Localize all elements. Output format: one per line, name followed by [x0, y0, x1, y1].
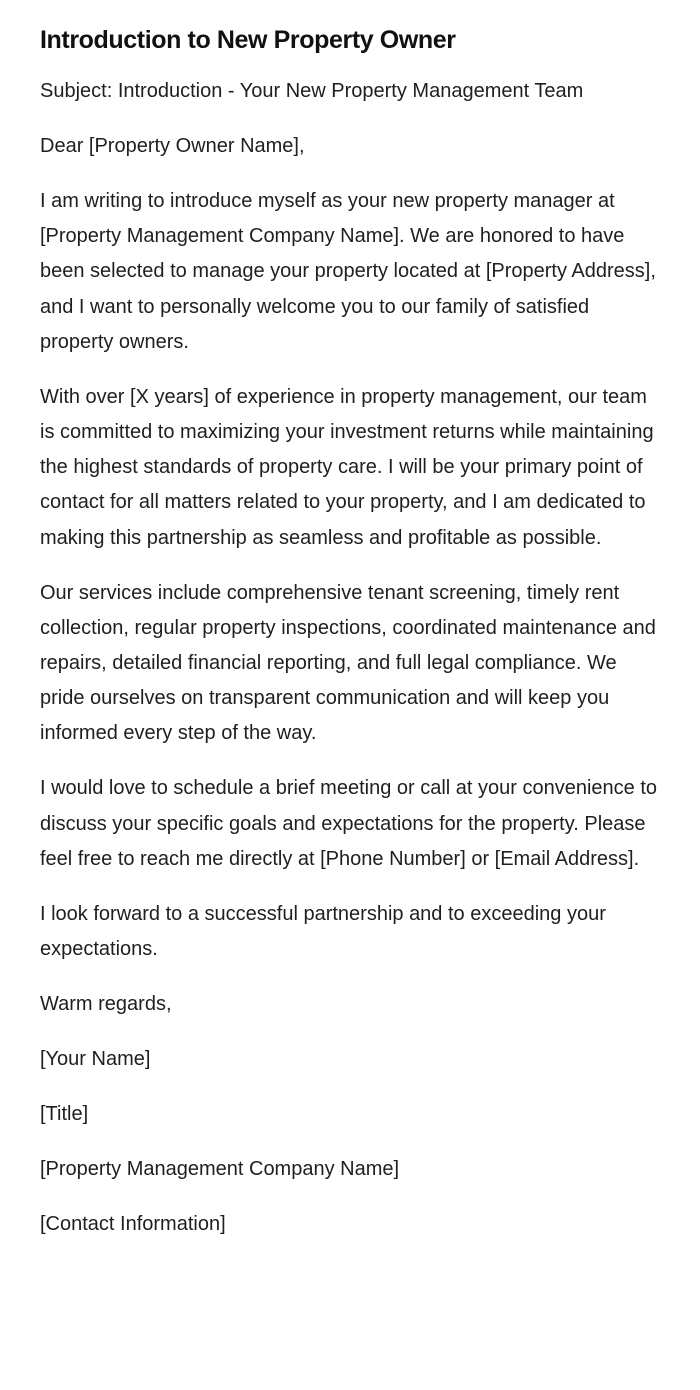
body-paragraph-experience: With over [X years] of experience in property management, our team is committed to maximizing your investment returns while maintaining the highest standards of property care. I will be your primary point of contact for all matters related to your property, and I am dedicated to making this partnership as seamless and profitable as possible.	[40, 385, 654, 549]
greeting: Dear [Property Owner Name],	[40, 135, 305, 157]
signature-company: [Property Management Company Name]	[40, 1158, 400, 1181]
document-title: Introduction to New Property Owner	[40, 26, 456, 54]
signature-title: [Title]	[40, 1103, 89, 1126]
body-paragraph-closing: I look forward to a successful partnership and to exceeding your expectations.	[40, 902, 606, 961]
body-paragraph-services: Our services include comprehensive tenant screening, timely rent collection, regular property inspections, coordinated maintenance and repairs, detailed financial reporting, and full legal compliance. We pride ourselves on transparent communication and will keep you informed every step of the way.	[40, 581, 656, 745]
subject-line: Subject: Introduction - Your New Property Management Team	[40, 80, 584, 102]
closing-salutation: Warm regards,	[40, 993, 172, 1016]
signature-contact: [Contact Information]	[40, 1213, 226, 1236]
body-paragraph-intro: I am writing to introduce myself as your new property manager at [Property Management Company Name]. We are honored to have been selected to manage your property located at [Property Address], and I want to personally welcome you to our family of satisfied property owners.	[40, 190, 656, 353]
body-paragraph-meeting: I would love to schedule a brief meeting or call at your convenience to discuss your specific goals and expectations for the property. Please feel free to reach me directly at [Phone Number] or [Email Address].	[40, 777, 658, 870]
signature-name: [Your Name]	[40, 1048, 151, 1071]
